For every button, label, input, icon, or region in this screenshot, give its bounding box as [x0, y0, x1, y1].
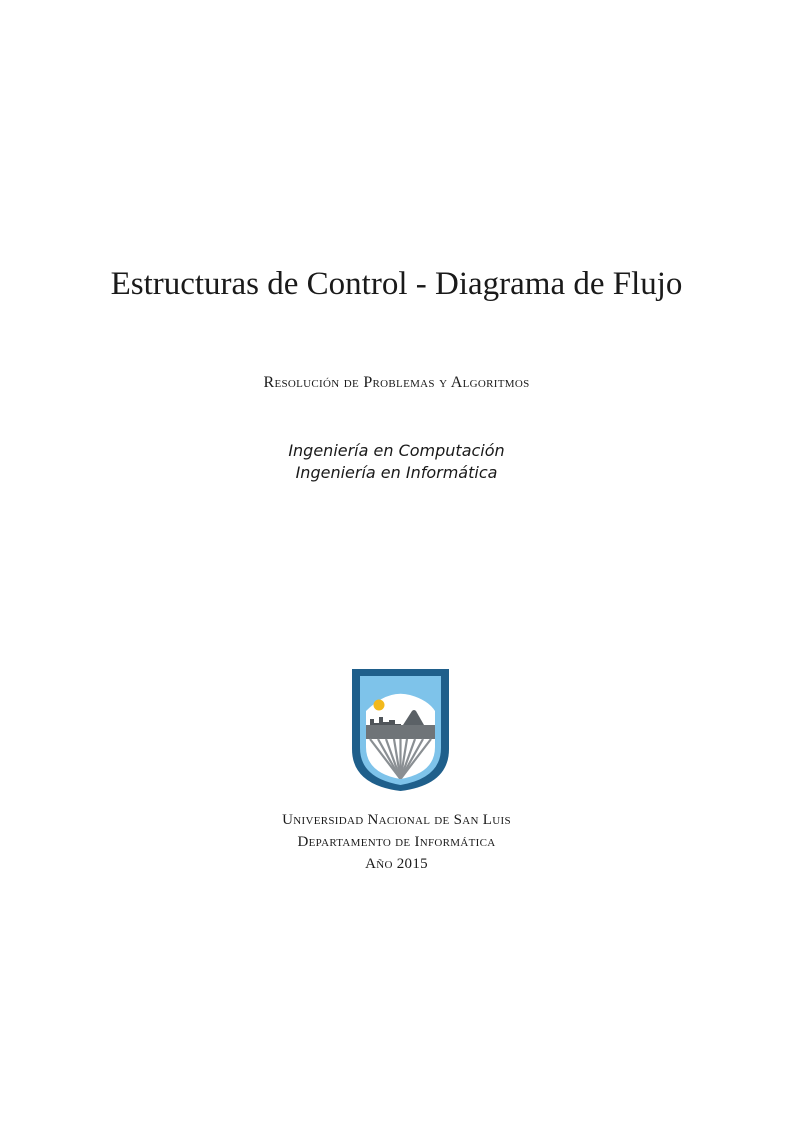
shield-logo-icon	[348, 667, 453, 793]
page-title: Estructuras de Control - Diagrama de Flujo	[110, 266, 683, 302]
university-name: Universidad Nacional de San Luis	[282, 812, 511, 828]
course-name: Resolución de Problemas y Algoritmos	[263, 374, 530, 391]
institution-block	[0, 809, 793, 875]
university-logo	[348, 667, 453, 793]
degree-list	[0, 440, 793, 484]
department-name: Departamento de Informática	[297, 834, 496, 850]
degree-informatica: Ingeniería en Informática	[295, 463, 498, 482]
degree-computacion: Ingeniería en Computación	[288, 441, 505, 460]
publication-year: Año 2015	[365, 856, 428, 872]
